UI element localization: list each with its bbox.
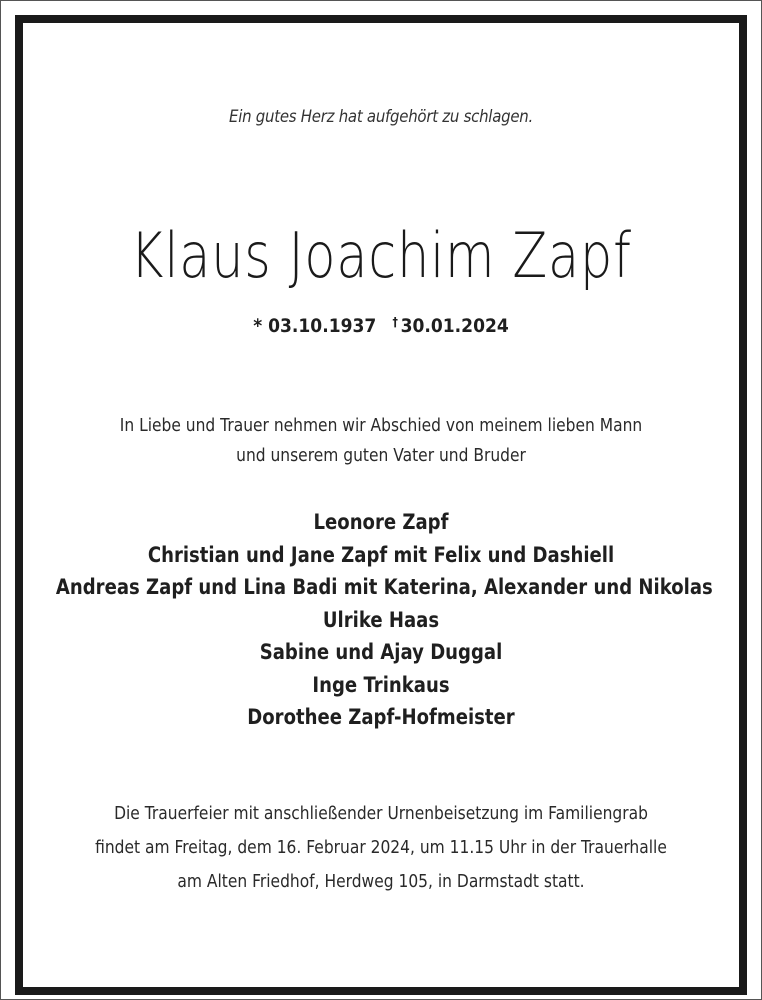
dagger-icon: † bbox=[392, 315, 398, 329]
farewell-line: In Liebe und Trauer nehmen wir Abschied von meinem lieben Mann bbox=[119, 415, 643, 436]
mourner-entry: Inge Trinkaus bbox=[312, 672, 450, 697]
farewell-line: und unserem guten Vater und Bruder bbox=[236, 445, 526, 466]
mourner-entry: Ulrike Haas bbox=[322, 607, 440, 632]
mourner-entry: Leonore Zapf bbox=[313, 510, 449, 534]
motto: Ein gutes Herz hat aufgehört zu schlagen. bbox=[229, 107, 533, 127]
obituary-notice bbox=[23, 23, 739, 987]
farewell-text bbox=[73, 411, 689, 471]
ceremony-line: am Alten Friedhof, Herdweg 105, in Darmstadt statt. bbox=[177, 871, 585, 892]
ceremony-line: Die Trauerfeier mit anschließender Urnenbeisetzung im Familiengrab bbox=[114, 803, 648, 824]
life-dates bbox=[59, 315, 703, 337]
death-date: 30.01.2024 bbox=[400, 315, 509, 337]
ceremony-info bbox=[73, 797, 689, 899]
deceased-name: Klaus Joachim Zapf bbox=[130, 219, 632, 292]
birth-date: * 03.10.1937 bbox=[253, 315, 377, 337]
mourner-entry: Andreas Zapf und Lina Badi mit Katerina, Alexander und Nikolas bbox=[55, 575, 713, 599]
mourner-entry: Dorothee Zapf-Hofmeister bbox=[247, 705, 515, 729]
mourner-entry: Christian und Jane Zapf mit Felix und Dashiell bbox=[147, 542, 615, 567]
mourners-list bbox=[55, 506, 713, 734]
mourner-entry: Sabine und Ajay Duggal bbox=[259, 640, 503, 664]
ceremony-line: findet am Freitag, dem 16. Februar 2024, um 11.15 Uhr in der Trauerhalle bbox=[95, 837, 667, 858]
